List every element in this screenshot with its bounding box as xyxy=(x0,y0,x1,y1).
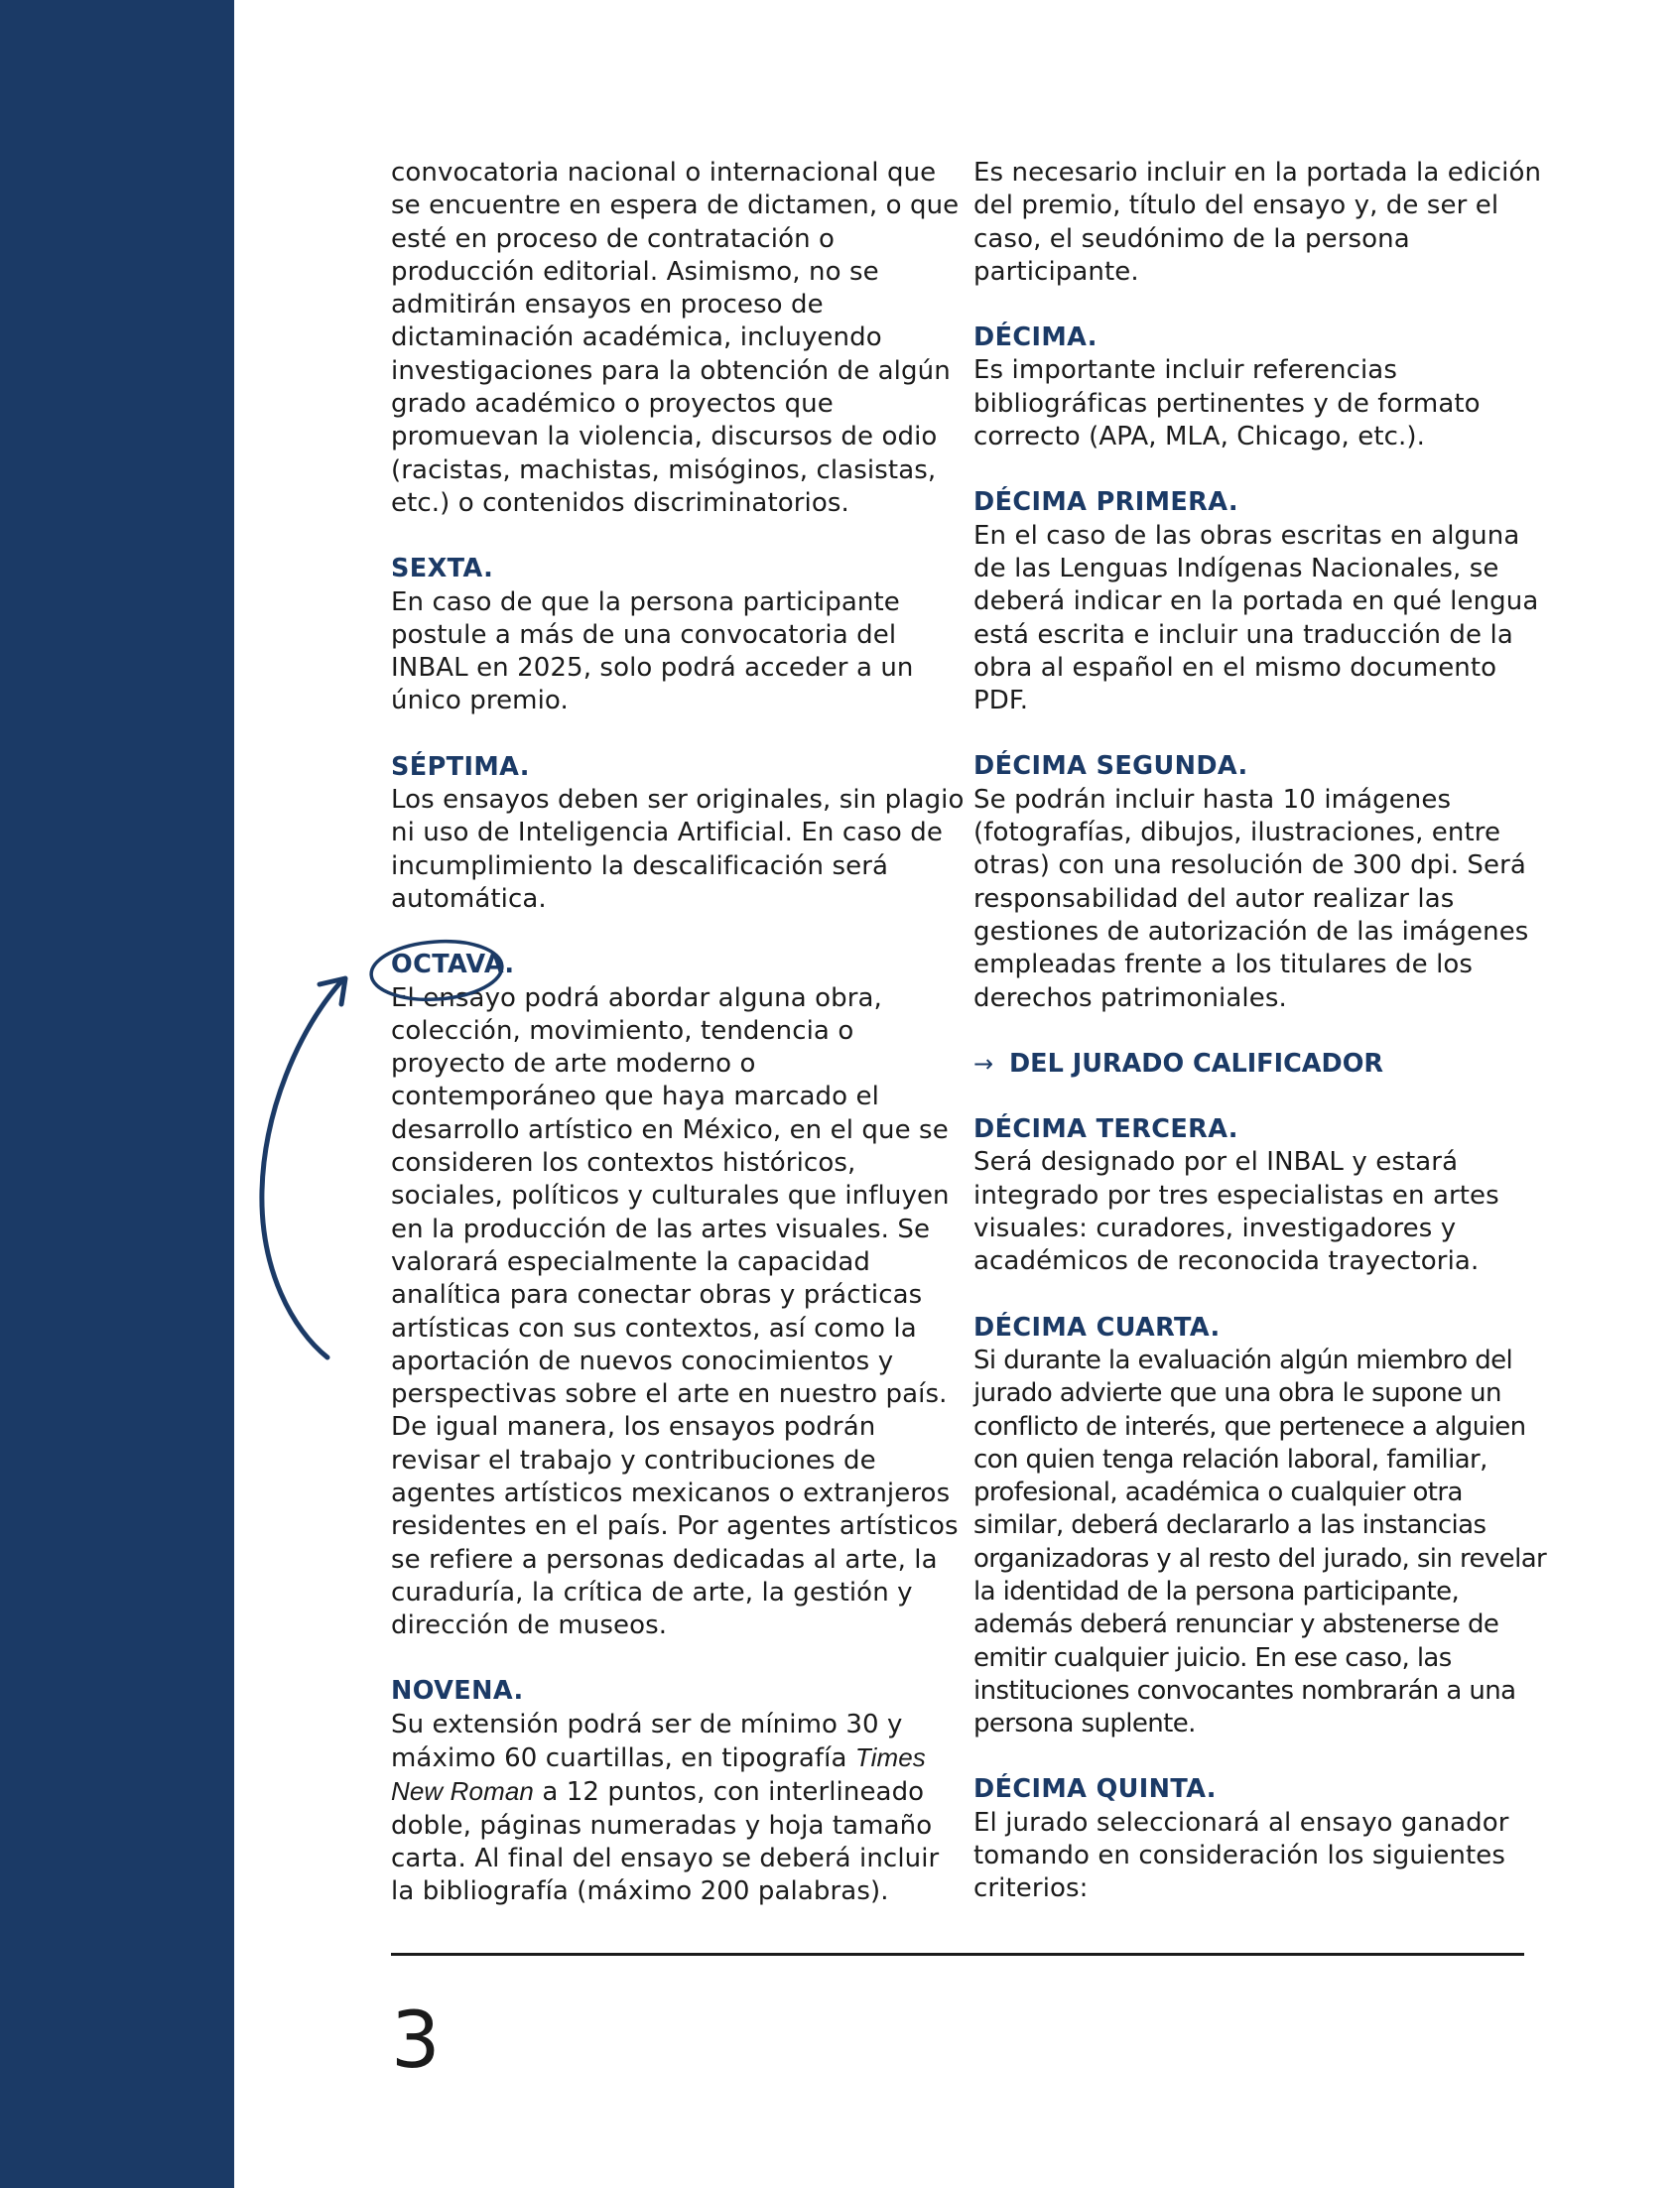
section-text: En el caso de las obras escritas en alguna de las Lenguas Indígenas Nacionales, se deberá indicar en la portada en qué lengua está escrita e incluir una traducción de la obra al español en el mismo documento PDF. xyxy=(973,520,1539,716)
section-sexta xyxy=(391,553,969,717)
section-heading: SÉPTIMA. xyxy=(391,751,530,782)
footer-rule xyxy=(391,1953,1524,1956)
section-text: En caso de que la persona participante postule a más de una convocatoria del INBAL en 2025, solo podrá acceder a un único premio. xyxy=(391,586,914,716)
section-text: El ensayo podrá abordar alguna obra, colección, movimiento, tendencia o proyecto de arte moderno o contemporáneo que haya marcado el desarrollo artístico en México, en el que se consideren los contextos históricos, sociales, políticos y culturales que influyen en la producción de las artes visuales. Se valorará especialmente la capacidad analítica para conectar obras y prácticas artísticas con sus contextos, así como la aportación de nuevos conocimientos y perspectivas sobre el arte en nuestro país. De igual manera, los ensayos podrán revisar el trabajo y contribuciones de agentes artísticos mexicanos o extranjeros residentes en el país. Por agentes artísticos se refiere a personas dedicadas al arte, la curaduría, la crítica de arte, la gestión y dirección de museos. xyxy=(391,982,959,1641)
section-text: El jurado seleccionará al ensayo ganador tomando en consideración los siguientes criterios: xyxy=(973,1807,1509,1904)
section-continuation-left xyxy=(391,157,969,520)
section-heading: DÉCIMA PRIMERA. xyxy=(973,487,1238,518)
text-fragment: a 12 puntos, con interlineado doble, páginas numeradas y hoja tamaño carta. Al final del ensayo se deberá incluir la bibliografía (máximo 200 palabras). xyxy=(391,1777,940,1907)
right-column xyxy=(973,157,1551,1939)
section-text: Será designado por el INBAL y estará integrado por tres especialistas en artes visuales: curadores, investigadores y académicos de reconocida trayectoria. xyxy=(973,1147,1499,1277)
section-decima-tercera xyxy=(973,1113,1551,1278)
section-text: Los ensayos deben ser originales, sin plagio ni uso de Inteligencia Artificial. En caso de incumplimiento la descalificación será automática. xyxy=(391,785,965,914)
section-heading: DÉCIMA QUINTA. xyxy=(973,1774,1217,1805)
section-heading: SEXTA. xyxy=(391,554,494,584)
section-text: Si durante la evaluación algún miembro del jurado advierte que una obra le supone un conflicto de interés, que pertenece a alguien con quien tenga relación laboral, familiar, profesional, académica o cualquier otra similar, deberá declararlo a las instancias organizadoras y al resto del jurado, sin revelar la identidad de la persona participante, además deberá renunciar y abstenerse de emitir cualquier juicio. En ese caso, las instituciones convocantes nombrarán a una persona suplente. xyxy=(973,1345,1547,1739)
section-octava xyxy=(391,949,969,1642)
section-decima-cuarta xyxy=(973,1312,1551,1741)
section-heading: DÉCIMA SEGUNDA. xyxy=(973,751,1248,782)
arrowhead-icon xyxy=(320,978,345,1004)
section-decima-quinta xyxy=(973,1773,1551,1905)
section-heading: OCTAVA. xyxy=(391,950,515,980)
section-text: Es importante incluir referencias bibliográficas pertinentes y de formato correcto (APA, MLA, Chicago, etc.). xyxy=(973,355,1481,452)
section-heading: DÉCIMA TERCERA. xyxy=(973,1114,1238,1145)
section-text: convocatoria nacional o internacional que se encuentre en espera de dictamen, o que esté en proceso de contratación o producción editorial. Asimismo, no se admitirán ensayos en proceso de dictaminación académica, incluyendo investigaciones para la obtención de algún grado académico o proyectos que promuevan la violencia, discursos de odio (racistas, machistas, misóginos, clasistas, etc.) o contenidos discriminatorios. xyxy=(391,158,960,518)
section-text: Se podrán incluir hasta 10 imágenes (fotografías, dibujos, ilustraciones, entre otras) con una resolución de 300 dpi. Será responsabilidad del autor realizar las gestiones de autorización de las imágenes empleadas frente a los titulares de los derechos patrimoniales. xyxy=(973,784,1529,1013)
section-heading: NOVENA. xyxy=(391,1676,524,1707)
section-heading: DÉCIMA. xyxy=(973,322,1098,353)
section-decima-primera xyxy=(973,486,1551,717)
jurado-subheading xyxy=(973,1048,1551,1081)
section-decima xyxy=(973,322,1551,453)
text-fragment: Su extensión podrá ser de mínimo 30 y máximo 60 cuartillas, en tipografía xyxy=(391,1709,903,1774)
section-continuation-right xyxy=(973,157,1551,289)
section-novena xyxy=(391,1675,969,1908)
section-septima xyxy=(391,751,969,916)
arrow-right-icon: → xyxy=(973,1049,994,1078)
page-number: 3 xyxy=(391,1996,441,2086)
section-text xyxy=(391,1709,969,1909)
section-text: Es necesario incluir en la portada la edición del premio, título del ensayo y, de ser el caso, el seudónimo de la persona participante. xyxy=(973,158,1542,287)
sidebar-band xyxy=(0,0,234,2188)
subheading-title: DEL JURADO CALIFICADOR xyxy=(1009,1048,1384,1079)
font-name-italic: Times New Roman xyxy=(391,1742,926,1807)
curved-arrow-icon xyxy=(262,982,340,1357)
section-decima-segunda xyxy=(973,750,1551,1014)
left-column xyxy=(391,157,969,1942)
section-heading: DÉCIMA CUARTA. xyxy=(973,1312,1221,1343)
